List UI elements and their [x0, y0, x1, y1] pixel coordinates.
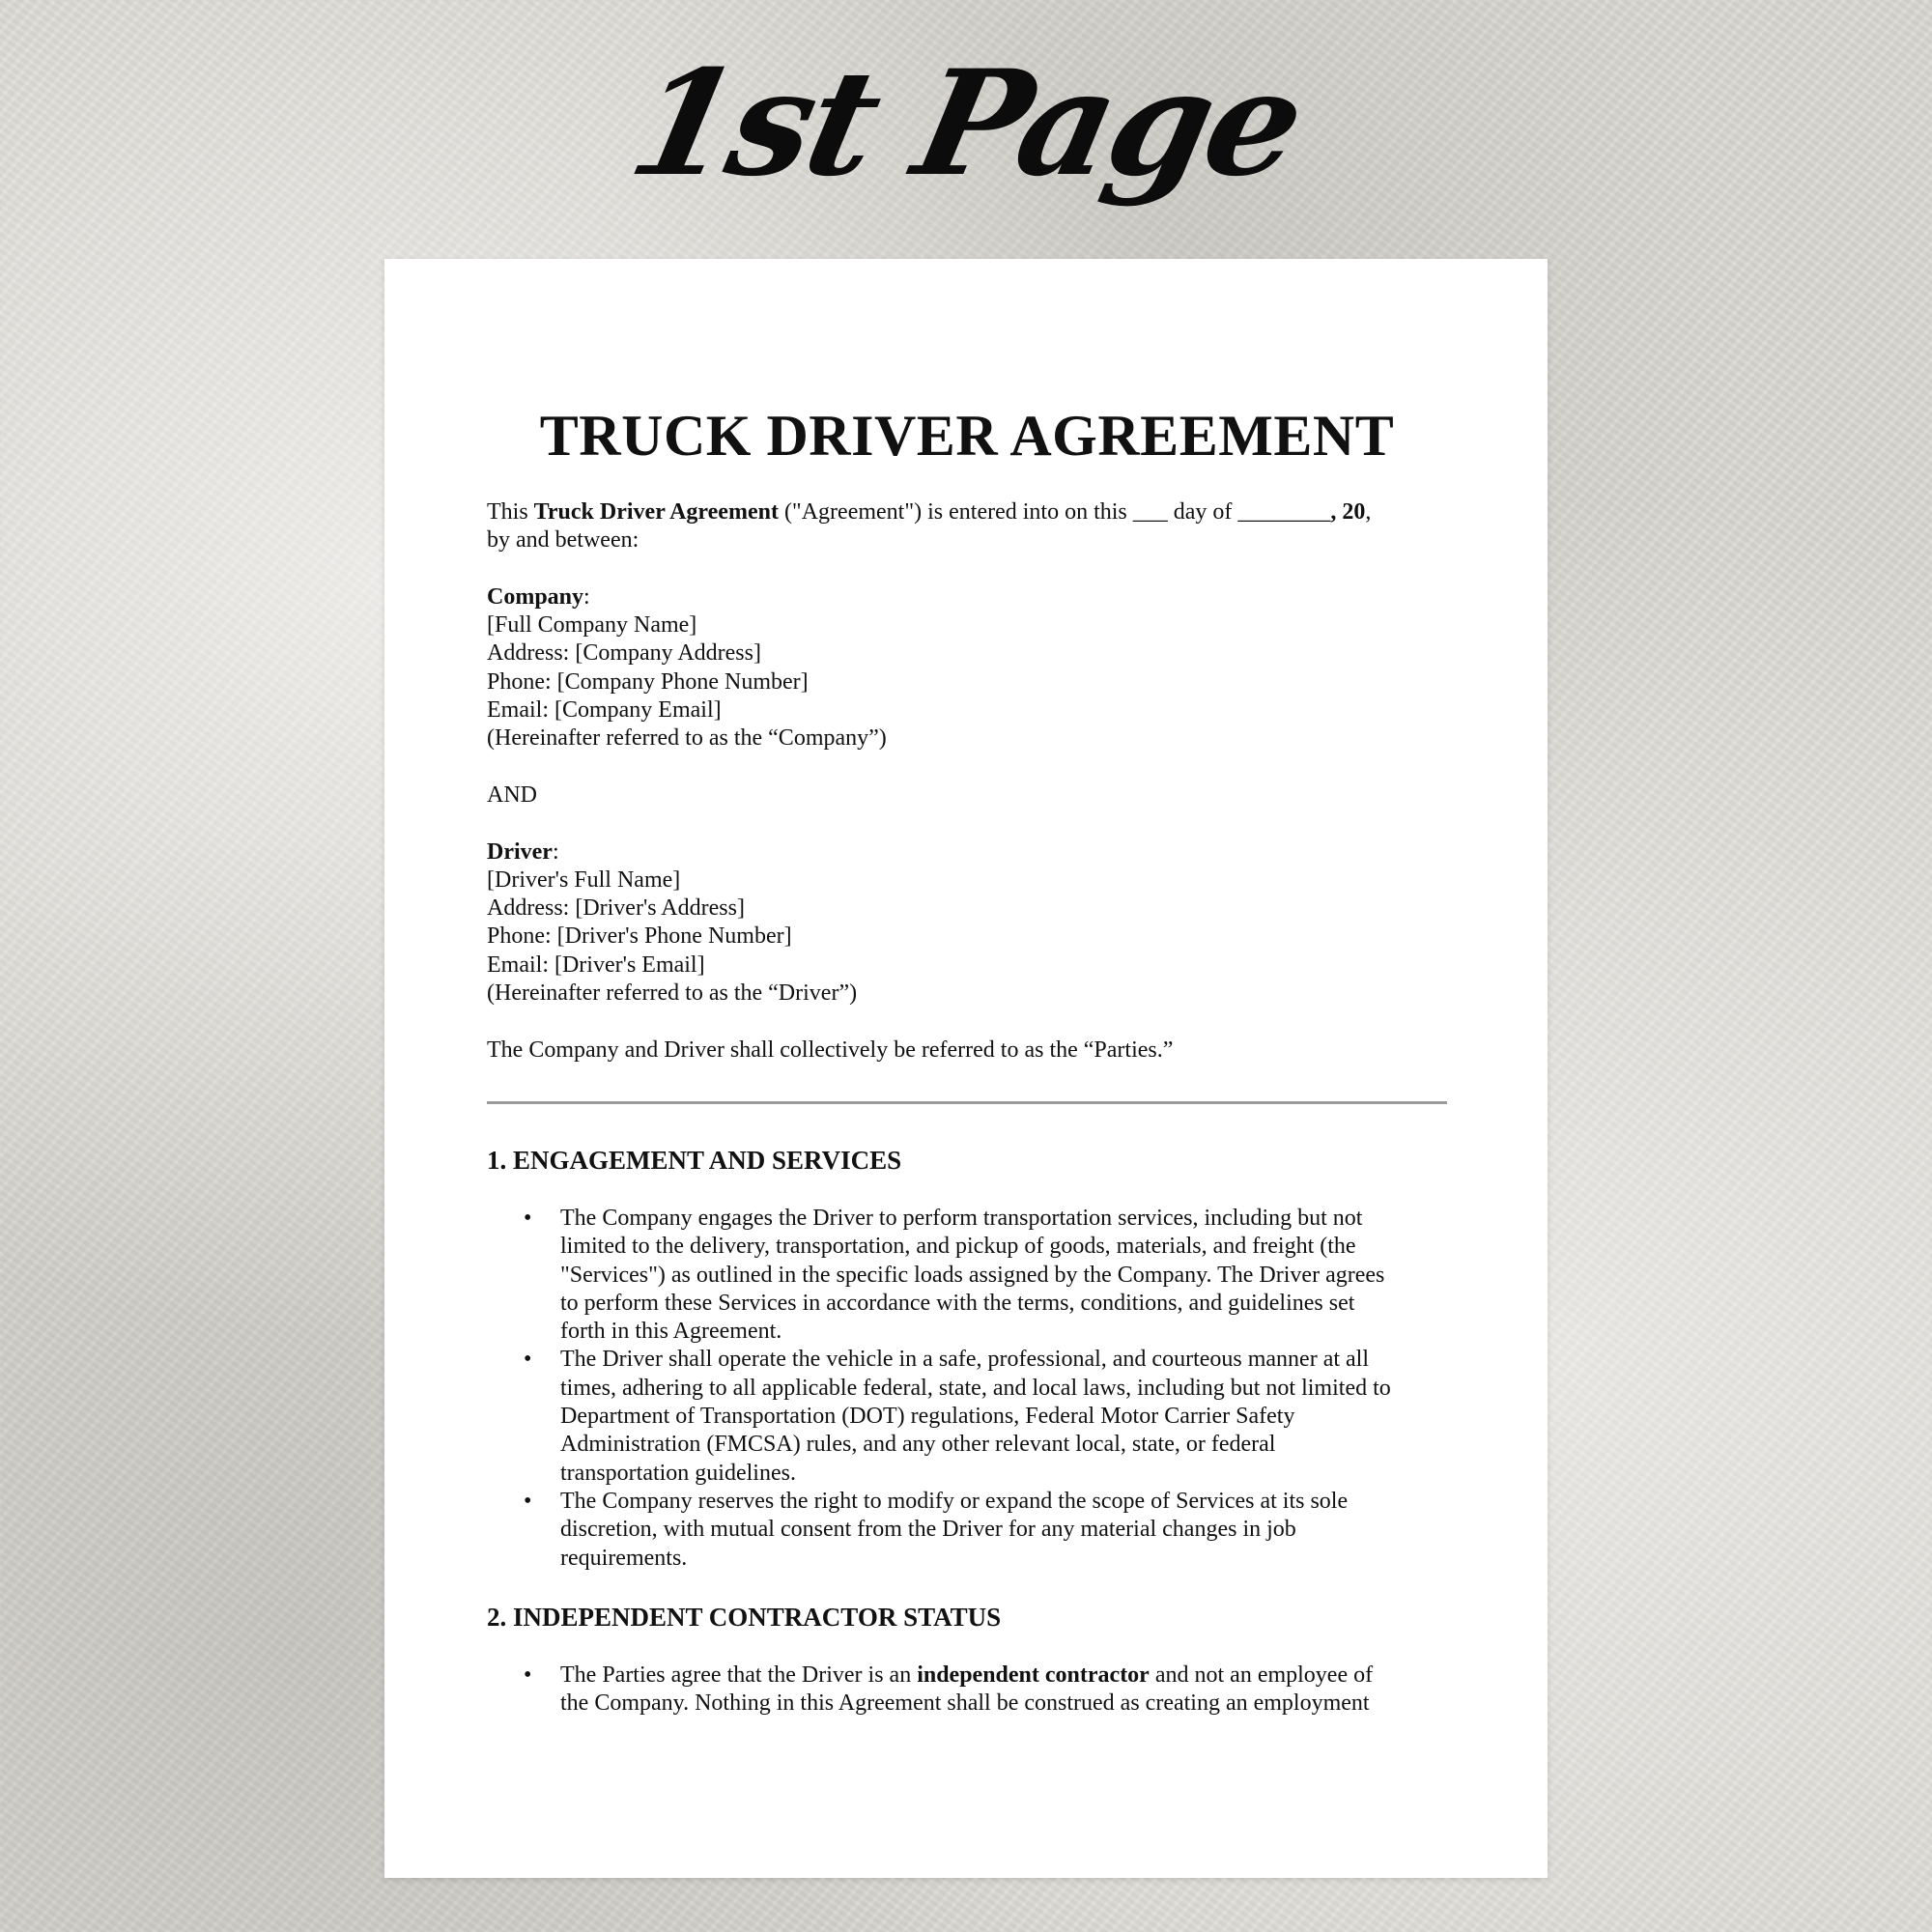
bullet-line: Department of Transportation (DOT) regulations, Federal Motor Carrier Safety: [560, 1404, 1295, 1430]
bullet-bold-term: independent contractor: [917, 1662, 1150, 1688]
section-divider: [487, 1101, 1447, 1104]
driver-label-line: [487, 838, 1447, 867]
bullet-icon: •: [524, 1347, 532, 1373]
bullet-line: The Company reserves the right to modify or expand the scope of Services at its sole: [560, 1488, 1349, 1514]
list-item: [487, 1662, 1447, 1719]
driver-label: Driver: [487, 838, 553, 865]
bullet-line: The Company engages the Driver to perform transportation services, including but not: [560, 1205, 1363, 1231]
intro-agreement-name: Truck Driver Agreement: [533, 499, 779, 525]
bullet-line: to perform these Services in accordance with the terms, conditions, and guidelines set: [560, 1290, 1355, 1316]
bullet-line: transportation guidelines.: [560, 1460, 796, 1486]
company-email: Email: [Company Email]: [487, 697, 722, 724]
company-label-line: [487, 583, 1447, 611]
list-item: [487, 1488, 1447, 1573]
bullet-line: the Company. Nothing in this Agreement shall be construed as creating an employment: [560, 1690, 1370, 1717]
driver-name: [Driver's Full Name]: [487, 867, 681, 893]
page-heading: 1st Page: [616, 39, 1316, 209]
document-title: TRUCK DRIVER AGREEMENT: [539, 404, 1395, 468]
intro-line-1: [487, 498, 1447, 526]
driver-email: Email: [Driver's Email]: [487, 952, 705, 978]
bullet-line: requirements.: [560, 1545, 688, 1571]
intro-line-2: by and between:: [487, 527, 639, 554]
engagement-bullet-list: [487, 1205, 1447, 1573]
bullet-icon: •: [524, 1488, 532, 1514]
intro-mid: ("Agreement") is entered into on this ___ day of ________: [778, 499, 1331, 525]
company-address: Address: [Company Address]: [487, 640, 761, 667]
driver-reference: (Hereinafter referred to as the “Driver”): [487, 980, 858, 1007]
bullet-line: times, adhering to all applicable federal, state, and local laws, including but not limited to: [560, 1375, 1391, 1401]
bullet-line: limited to the delivery, transportation, and pickup of goods, materials, and freight (the: [560, 1234, 1356, 1260]
bullet-line: discretion, with mutual consent from the Driver for any material changes in job: [560, 1517, 1296, 1543]
intro-pre: This: [487, 499, 534, 525]
bullet-line: forth in this Agreement.: [560, 1319, 782, 1345]
parties-statement: The Company and Driver shall collectively be referred to as the “Parties.”: [487, 1037, 1174, 1063]
driver-colon: :: [552, 838, 559, 865]
company-label: Company: [487, 583, 584, 610]
bullet-line: Administration (FMCSA) rules, and any other relevant local, state, or federal: [560, 1432, 1276, 1458]
driver-phone: Phone: [Driver's Phone Number]: [487, 923, 792, 950]
bullet-text: and not an employee of: [1149, 1662, 1374, 1688]
bullet-text: The Parties agree that the Driver is an: [560, 1662, 918, 1688]
section-heading-engagement: 1. ENGAGEMENT AND SERVICES: [487, 1145, 902, 1175]
company-name: [Full Company Name]: [487, 612, 697, 639]
bullet-line: The Driver shall operate the vehicle in a safe, professional, and courteous manner at all: [560, 1347, 1369, 1373]
bullet-line: "Services") as outlined in the specific loads assigned by the Company. The Driver agrees: [560, 1262, 1385, 1288]
section-heading-contractor-status: 2. INDEPENDENT CONTRACTOR STATUS: [487, 1602, 1002, 1632]
list-item: [487, 1205, 1447, 1346]
driver-address: Address: [Driver's Address]: [487, 895, 745, 922]
company-colon: :: [583, 583, 590, 610]
contractor-bullet-list: [487, 1662, 1447, 1719]
bullet-icon: •: [524, 1662, 532, 1688]
and-text: AND: [487, 781, 537, 808]
document-page: [384, 259, 1548, 1878]
bullet-icon: •: [524, 1205, 532, 1231]
list-item: [487, 1346, 1447, 1487]
document-content: [487, 402, 1447, 1747]
company-phone: Phone: [Company Phone Number]: [487, 668, 809, 695]
company-reference: (Hereinafter referred to as the “Company”): [487, 725, 887, 752]
intro-post: ,: [1365, 499, 1372, 525]
intro-year: , 20: [1330, 499, 1366, 525]
bullet-line: [560, 1662, 1447, 1690]
